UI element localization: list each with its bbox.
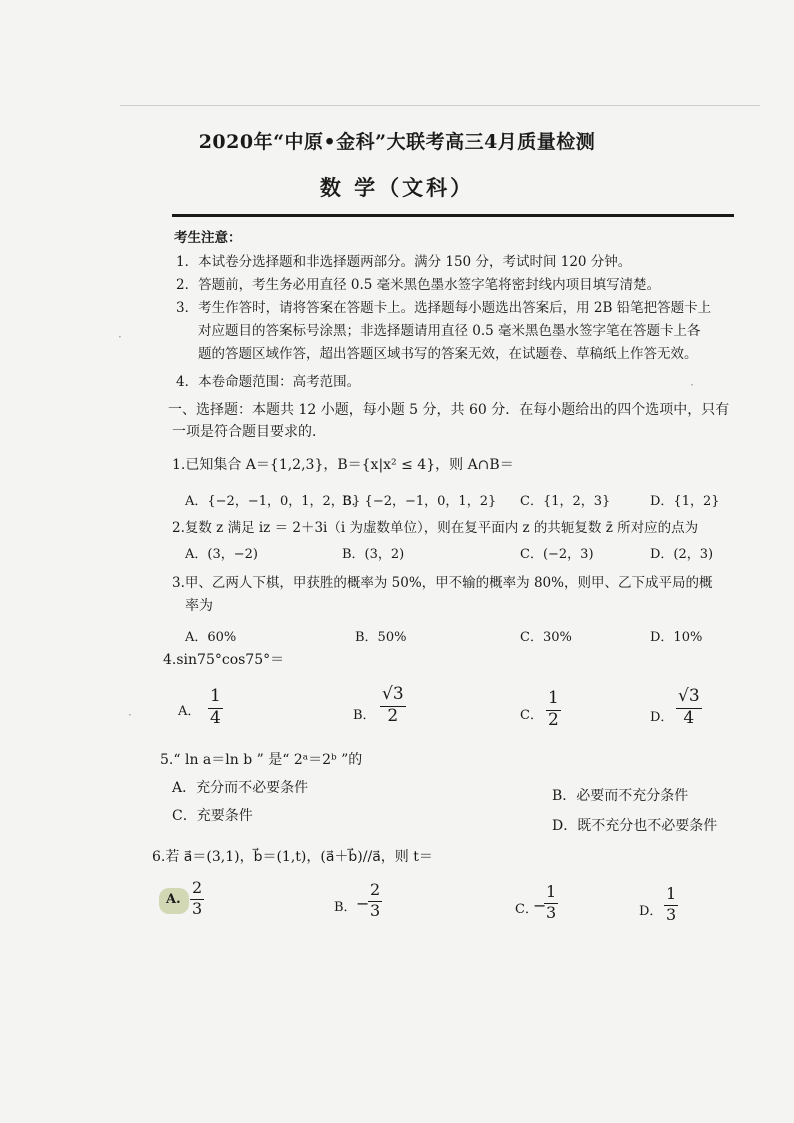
q6-option-a-label: A. xyxy=(166,892,181,907)
q6-option-b-minus: − xyxy=(356,894,370,913)
q2-option-a: A．(3，−2) xyxy=(185,547,258,562)
q4-option-b-label: B． xyxy=(353,708,376,723)
scan-speck: · xyxy=(118,330,122,344)
q3-option-c: C．30% xyxy=(520,630,572,645)
q2-option-d: D．(2，3) xyxy=(650,547,714,562)
q1-option-d: D．{1，2} xyxy=(650,494,720,509)
fraction-denominator: 3 xyxy=(666,904,677,924)
section-heading-cont: 一项是符合题目要求的． xyxy=(172,424,326,440)
top-border-line xyxy=(120,105,760,106)
q4-option-a-fraction xyxy=(208,688,223,728)
section-heading: 一、选择题：本题共 12 小题，每小题 5 分，共 60 分．在每小题给出的四个选项中，只有 xyxy=(168,402,730,418)
q6-option-c-minus: − xyxy=(533,896,547,915)
fraction-denominator: 3 xyxy=(370,900,381,920)
q4-option-d-fraction xyxy=(676,688,702,728)
fraction-numerator: 1 xyxy=(548,688,559,708)
q6-option-d-label: D． xyxy=(639,904,663,919)
fraction-numerator: 1 xyxy=(546,882,557,901)
q5-option-a: A．充分而不必要条件 xyxy=(172,780,309,796)
q1-option-c: C．{1，2，3} xyxy=(520,494,611,509)
notice-item: 对应题目的答案标号涂黑；非选择题请用直径 0.5 毫米黑色墨水签字笔在答题卡上各 xyxy=(198,323,701,339)
q4-option-c-label: C． xyxy=(520,708,543,723)
fraction-denominator: 4 xyxy=(683,707,695,728)
fraction-numerator: √3 xyxy=(678,686,700,706)
notice-item: 4．本卷命题范围：高考范围。 xyxy=(176,374,361,390)
q4-option-b-fraction xyxy=(380,686,406,726)
q3-option-a: A．60% xyxy=(185,630,237,645)
q6-option-a-fraction xyxy=(190,880,204,918)
q4-option-d-label: D． xyxy=(650,710,674,725)
notice-item: 1．本试卷分选择题和非选择题两部分。满分 150 分，考试时间 120 分钟。 xyxy=(176,254,632,270)
question-3-stem-cont: 率为 xyxy=(185,598,213,614)
q1-option-a: A．{−2，−1，0，1，2，3} xyxy=(185,494,361,509)
title-rule xyxy=(172,214,734,217)
q6-option-b-fraction xyxy=(368,882,382,920)
q5-option-c: C．充要条件 xyxy=(172,808,253,824)
q1-option-b: B．{−2，−1，0，1，2} xyxy=(342,494,497,509)
question-1-stem: 1.已知集合 A＝{1,2,3}，B＝{x|x² ≤ 4}，则 A∩B＝ xyxy=(172,457,514,473)
scan-speck: · xyxy=(690,378,694,392)
q6-option-c-fraction xyxy=(544,884,558,922)
fraction-numerator: √3 xyxy=(382,684,404,704)
q2-option-c: C．(−2，3) xyxy=(520,547,594,562)
exam-title: 2020年“中原•金科”大联考高三4月质量检测 xyxy=(198,131,596,153)
q5-option-d: D．既不充分也不必要条件 xyxy=(552,818,718,834)
fraction-numerator: 2 xyxy=(192,878,203,897)
q6-option-b-label: B． xyxy=(334,900,357,915)
fraction-numerator: 1 xyxy=(666,884,677,903)
q2-option-b: B．(3，2) xyxy=(342,547,405,562)
q5-option-b: B．必要而不充分条件 xyxy=(552,788,689,804)
question-6-stem: 6.若 a⃗＝(3,1)，b⃗＝(1,t)，(a⃗＋b⃗)//a⃗，则 t＝ xyxy=(152,849,433,865)
notice-item: 3．考生作答时，请将答案在答题卡上。选择题每小题选出答案后，用 2B 铅笔把答题卡上 xyxy=(176,300,712,316)
notice-heading: 考生注意： xyxy=(174,230,242,246)
fraction-denominator: 2 xyxy=(548,709,559,730)
q4-option-c-fraction xyxy=(546,690,561,730)
q6-option-d-fraction xyxy=(664,886,678,924)
fraction-denominator: 4 xyxy=(210,707,221,728)
notice-item: 题的答题区域作答，超出答题区域书写的答案无效，在试题卷、草稿纸上作答无效。 xyxy=(198,346,698,362)
q3-option-b: B．50% xyxy=(355,630,407,645)
q6-option-c-label: C． xyxy=(515,902,538,917)
fraction-denominator: 3 xyxy=(546,902,557,922)
fraction-numerator: 2 xyxy=(370,880,381,899)
notice-item: 2．答题前，考生务必用直径 0.5 毫米黑色墨水签字笔将密封线内项目填写清楚。 xyxy=(176,277,661,293)
fraction-denominator: 3 xyxy=(192,898,203,918)
question-2-stem: 2.复数 z 满足 iz ＝ 2＋3i（i 为虚数单位），则在复平面内 z 的共轭复数 z̄ 所对应的点为 xyxy=(172,520,699,536)
fraction-numerator: 1 xyxy=(210,686,221,706)
q4-option-a-label: A． xyxy=(178,704,201,719)
question-5-stem: 5.“ ln a＝ln b ” 是“ 2ᵃ＝2ᵇ ”的 xyxy=(160,752,363,768)
question-4-stem: 4.sin75°cos75°＝ xyxy=(163,652,285,668)
scan-speck: · xyxy=(128,708,132,722)
q3-option-d: D．10% xyxy=(650,630,703,645)
fraction-denominator: 2 xyxy=(387,705,399,726)
exam-subtitle: 数 学（文科） xyxy=(319,175,475,200)
question-3-stem: 3.甲、乙两人下棋，甲获胜的概率为 50%，甲不输的概率为 80%，则甲、乙下成平局的概 xyxy=(172,575,713,591)
